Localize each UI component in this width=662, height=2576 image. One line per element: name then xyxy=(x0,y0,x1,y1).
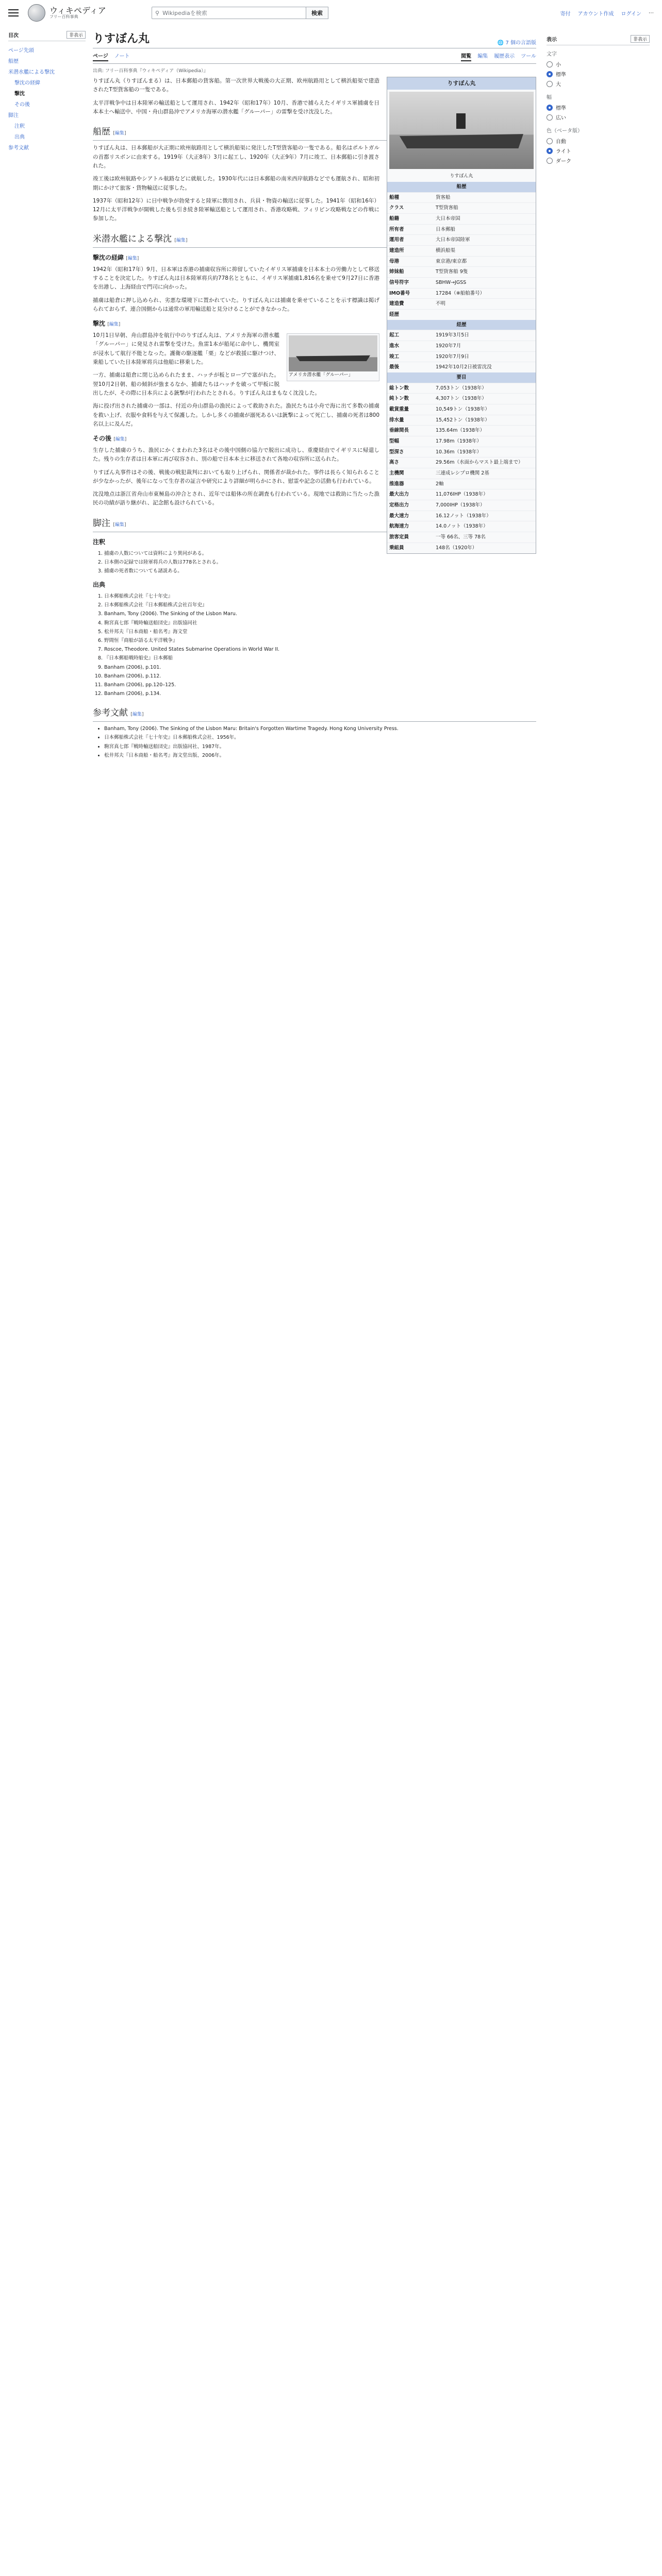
sources-subheading: 出典 xyxy=(93,581,106,589)
toc-item-label: 注釈 xyxy=(14,124,25,129)
infobox-row xyxy=(387,288,536,299)
appearance-title: 表示 xyxy=(547,37,557,43)
infobox-key: 所有者 xyxy=(389,226,404,232)
infobox-value: 135.64m（1938年） xyxy=(436,428,485,434)
infobox-row xyxy=(387,404,536,415)
source-item: 8. 『日本郵船戦時船史』日本郵船 xyxy=(104,654,536,662)
infobox-value: 1919年3月5日 xyxy=(436,332,469,338)
section-paragraph: 海に投げ出された捕虜の一部は、付近の舟山群島の漁民によって救助された。漁民たちは小舟で海に出て多数の捕虜を救い上げ、衣服や食料を与えて保護した。しかし多くの捕虜が溺死あるいは銃撃によって死亡し、捕虜の死者は800名以上に及んだ。 xyxy=(93,403,379,427)
infobox-value: 15,452トン（1938年） xyxy=(436,417,490,423)
infobox-row xyxy=(387,457,536,468)
section-paragraph: 1942年（昭和17年）9月、日本軍は香港の捕虜収容所に抑留していたイギリス軍捕虜を日本本土の労働力として移送することを決定した。りすぼん丸は日本陸軍将兵約778名とともに、イギリス軍捕虜1,816名を乗せて9月27日に香港を出港し、上海経由で門司に向かった。 xyxy=(93,266,379,291)
infobox-row xyxy=(387,393,536,404)
radio-option[interactable] xyxy=(547,146,650,156)
search-button[interactable]: 検索 xyxy=(306,7,328,19)
infobox-value: T型貨客船 9隻 xyxy=(436,269,468,275)
bibliography-item: • Banham, Tony (2006). The Sinking of the Lisbon Maru: Britain's Forgotten Wartime Tragedy. Hong Kong University Press. xyxy=(104,725,536,733)
infobox-row xyxy=(387,543,536,553)
infobox-value: 横浜船渠 xyxy=(436,248,456,254)
page-source-note: 出典: フリー百科事典『ウィキペディア（Wikipedia）』 xyxy=(93,69,208,74)
edit-section: [編集] xyxy=(113,131,126,137)
infobox-key: 船種 xyxy=(389,194,400,200)
infobox-row xyxy=(387,351,536,362)
section-title: 撃沈の経緯 xyxy=(93,253,124,261)
tab-page[interactable]: ページ xyxy=(93,52,108,61)
infobox-value: 東京港/東京都 xyxy=(436,258,467,264)
infobox-value: 1920年7月9日 xyxy=(436,353,469,360)
radio-option[interactable] xyxy=(547,112,650,122)
radio-label: 小 xyxy=(556,62,561,68)
bibliography-item: • 松井邦夫『日本商船・船名考』海文堂出版、2006年。 xyxy=(104,752,536,759)
appearance-hide-button[interactable]: 非表示 xyxy=(631,35,650,43)
toc-item[interactable] xyxy=(8,142,86,152)
infobox-value: T型貨客船 xyxy=(436,205,458,211)
infobox-key: 純トン数 xyxy=(389,396,409,402)
infobox-key: 進水 xyxy=(389,343,400,349)
edit-section: [編集] xyxy=(174,238,188,243)
infobox-key: 建造所 xyxy=(389,248,404,254)
edit-link[interactable]: 編集 xyxy=(109,322,119,328)
bibliography-list xyxy=(93,725,536,759)
toc-item[interactable] xyxy=(8,77,86,88)
notes-subheading: 注釈 xyxy=(93,538,106,546)
infobox-row xyxy=(387,532,536,543)
ship-photo[interactable] xyxy=(389,92,534,169)
site-logo[interactable] xyxy=(28,4,121,22)
infobox-key: 最後 xyxy=(389,364,400,370)
source-item: 5. 松井邦夫『日本商船・船名考』海文堂 xyxy=(104,628,536,636)
infobox-row xyxy=(387,447,536,457)
color-label: 色（ベータ版） xyxy=(547,128,583,134)
radio-option[interactable] xyxy=(547,156,650,165)
radio-option[interactable] xyxy=(547,136,650,146)
infobox-row xyxy=(387,234,536,245)
note-item: 3. 捕虜の死者数についても諸説ある。 xyxy=(104,567,536,575)
infobox-row xyxy=(387,479,536,489)
bibliography-item: • 駒宮真七郎『戦時輸送船団史』出版協同社、1987年。 xyxy=(104,743,536,751)
notes-heading: 脚注 [編集] xyxy=(93,516,536,532)
section-title: 撃沈 xyxy=(93,320,106,328)
infobox-key: 旅客定員 xyxy=(389,534,409,540)
radio-button[interactable] xyxy=(547,71,553,77)
bibliography-item: • 日本郵船株式会社『七十年史』日本郵船株式会社、1956年。 xyxy=(104,734,536,741)
radio-option[interactable] xyxy=(547,103,650,112)
article-body xyxy=(93,77,536,759)
site-subtitle: フリー百科事典 xyxy=(49,14,78,20)
toc-item[interactable] xyxy=(8,66,86,77)
intro-paragraph: 太平洋戦争中は日本陸軍の輸送船として運用され、1942年（昭和17年）10月、香港で捕らえたイギリス軍捕虜を日本本土へ輸送中、中国・舟山群島沖でアメリカ海軍の潜水艦「グルーパー」の雷撃を受け沈没した。 xyxy=(93,99,379,115)
radio-label: 自動 xyxy=(556,139,566,145)
language-count: 7 個の言語版 xyxy=(505,40,536,46)
edit-link[interactable]: 編集 xyxy=(132,712,142,718)
appearance-panel xyxy=(547,31,650,165)
infobox-key: 高さ xyxy=(389,460,400,466)
section-paragraph: 一方、捕虜は船倉に閉じ込められたまま、ハッチが板とロープで塞がれた。翌10月2日朝、船の傾斜が強まるなか、捕虜たちはハッチを破って甲板に脱出したが、その際に日本兵による銃撃が行われたとされる。りすぼん丸はまもなく沈没した。 xyxy=(93,372,320,396)
infobox-value: 7,053トン（1938年） xyxy=(436,385,487,391)
infobox-row xyxy=(387,489,536,500)
infobox-key: 総トン数 xyxy=(389,385,409,391)
infobox-row xyxy=(387,309,536,320)
language-button[interactable] xyxy=(498,38,536,46)
source-item: 7. Roscoe, Theodore. United States Submarine Operations in World War II. xyxy=(104,646,536,653)
infobox-value: 4,307トン（1938年） xyxy=(436,396,487,402)
bibliography-heading: 参考文献 [編集] xyxy=(93,706,536,722)
radio-button[interactable] xyxy=(547,81,553,87)
tab-talk[interactable]: ノート xyxy=(114,54,130,59)
note-item: 2. 日本側の記録では陸軍将兵の人数は778名とされる。 xyxy=(104,558,536,566)
radio-button[interactable] xyxy=(547,148,553,154)
site-title: ウィキペディア xyxy=(49,5,106,15)
page-tabs xyxy=(93,48,536,64)
infobox-value: 14.0ノット（1938年） xyxy=(436,523,488,530)
section-title: その後 xyxy=(93,435,112,443)
toc-list xyxy=(8,44,86,152)
infobox-value: 2軸 xyxy=(436,481,444,487)
infobox-value: 日本郵船 xyxy=(436,226,456,232)
toc-item-label: その後 xyxy=(14,102,30,108)
section-paragraph: 沈没地点は浙江省舟山市東極島の沖合とされ、近年では船体の所在調査も行われている。現地では救助に当たった漁民の功績が語り継がれ、記念館も設けられている。 xyxy=(93,491,379,506)
infobox-value: 不明 xyxy=(436,301,446,307)
tab-tools[interactable]: ツール xyxy=(521,54,536,59)
infobox-value: 10,549トン（1938年） xyxy=(436,406,490,413)
infobox-row xyxy=(387,192,536,203)
infobox-key: 運用者 xyxy=(389,237,404,243)
infobox-row xyxy=(387,468,536,479)
toc-item-label: 脚注 xyxy=(8,113,19,118)
infobox-row xyxy=(387,425,536,436)
infobox-value: 17.98m（1938年） xyxy=(436,438,482,445)
radio-label: 標準 xyxy=(556,106,566,111)
infobox-value: 16.12ノット（1938年） xyxy=(436,513,491,519)
section-paragraph: りすぼん丸事件はその後、戦後の戦犯裁判においても取り上げられ、関係者が裁かれた。事件は長らく知られることが少なかったが、後年になって生存者の証言や研究により詳細が明らかにされ、慰霊や記念の活動も行われている。 xyxy=(93,469,379,484)
infobox-value: 1920年7月 xyxy=(436,343,461,349)
infobox-row xyxy=(387,436,536,447)
toc-item-label: 撃沈 xyxy=(14,91,25,97)
main-menu-icon[interactable] xyxy=(8,9,19,16)
infobox-key: 載貨重量 xyxy=(389,406,409,413)
infobox-row xyxy=(387,266,536,277)
toc-item-label: 船歴 xyxy=(8,59,19,64)
source-item: 1. 日本郵船株式会社『七十年史』 xyxy=(104,592,536,600)
infobox xyxy=(387,77,536,554)
infobox-row xyxy=(387,500,536,511)
toc-item[interactable] xyxy=(8,131,86,142)
edit-section: [編集] xyxy=(113,437,127,443)
user-links xyxy=(560,9,654,17)
edit-link[interactable]: 編集 xyxy=(114,131,124,137)
edit-section: [編集] xyxy=(107,322,121,328)
toc-item[interactable] xyxy=(8,98,86,109)
infobox-key: 乗組員 xyxy=(389,545,404,551)
main-content xyxy=(93,26,536,760)
infobox-row xyxy=(387,277,536,288)
radio-option[interactable] xyxy=(547,69,650,79)
radio-label: ライト xyxy=(556,149,571,155)
infobox-key: 定格出力 xyxy=(389,502,409,509)
infobox-key: 姉妹船 xyxy=(389,269,404,275)
infobox-section-dates: 経歴 xyxy=(387,320,536,330)
toc-item-label: 参考文献 xyxy=(8,145,29,151)
infobox-key: 型幅 xyxy=(389,438,400,445)
infobox-key: 最大速力 xyxy=(389,513,409,519)
source-item: 10. Banham (2006), p.112. xyxy=(104,672,536,680)
radio-label: 標準 xyxy=(556,72,566,78)
search-icon: ⚲ xyxy=(155,9,160,16)
infobox-row xyxy=(387,511,536,521)
infobox-row xyxy=(387,383,536,394)
submarine-thumbnail[interactable] xyxy=(287,333,379,381)
section-paragraph: りすぼん丸は、日本郵船が大正期に欧州航路用として横浜船渠に発注したT型貨客船の一隻である。船名はポルトガルの首都リスボンに由来する。1919年（大正8年）3月に起工し、1920年（大正9年）7月に竣工、日本郵船に引き渡された。 xyxy=(93,145,379,169)
infobox-value: 10.36m（1938年） xyxy=(436,449,482,455)
edit-link[interactable]: 編集 xyxy=(176,238,186,243)
infobox-row xyxy=(387,330,536,341)
radio-label: 大 xyxy=(556,82,561,88)
infobox-row xyxy=(387,256,536,267)
infobox-key: 竣工 xyxy=(389,353,400,360)
toc-item[interactable] xyxy=(8,44,86,55)
infobox-value: 三連成レシプロ機関 2基 xyxy=(436,470,489,477)
infobox-key: 船籍 xyxy=(389,216,400,222)
infobox-row xyxy=(387,298,536,309)
infobox-key: 航海速力 xyxy=(389,523,409,530)
infobox-key: クラス xyxy=(389,205,404,211)
login-link[interactable]: ログイン xyxy=(621,11,641,17)
radio-button[interactable] xyxy=(547,105,553,111)
intro-paragraph: りすぼん丸（りすぼんまる）は、日本郵船の貨客船。第一次世界大戦後の大正期、欧州航路用として横浜船渠で建造されたT型貨客船の一隻である。 xyxy=(93,78,379,93)
edit-section: [編集] xyxy=(126,256,139,261)
more-options-icon[interactable]: ⋯ xyxy=(649,10,654,16)
section-paragraph: 捕虜は船倉に押し込められ、劣悪な環境下に置かれていた。りすぼん丸には捕虜を乗せていることを示す標識は掲げられておらず、連合国側からは通常の軍用輸送船と見分けることができなかった。 xyxy=(93,297,379,312)
toc-title: 目次 xyxy=(8,33,19,39)
source-item: 11. Banham (2006), pp.120–125. xyxy=(104,681,536,689)
infobox-section-spec: 要目 xyxy=(387,372,536,383)
toc-item[interactable] xyxy=(8,109,86,120)
toc-item-label: 出典 xyxy=(14,134,25,140)
infobox-row xyxy=(387,341,536,351)
section-paragraph: 10月1日早朝、舟山群島沖を航行中のりすぼん丸は、アメリカ海軍の潜水艦「グルーパー」に発見され雷撃を受けた。魚雷1本が船尾に命中し、機関室が浸水して航行不能となった。護衛の駆逐艦「栗」などが救援に駆けつけ、乗船していた日本陸軍将兵は他船に移乗した。 xyxy=(93,332,279,365)
infobox-value: 29.56m（水面からマスト最上端まで） xyxy=(436,460,523,466)
infobox-row xyxy=(387,213,536,224)
toc-item-label: ページ先頭 xyxy=(8,48,34,54)
infobox-caption: りすぼん丸 xyxy=(450,174,473,179)
infobox-value: 7,000IHP（1938年） xyxy=(436,502,485,509)
infobox-value: 148名（1920年） xyxy=(436,545,477,551)
toc-item[interactable] xyxy=(8,120,86,131)
infobox-key: 最大出力 xyxy=(389,492,409,498)
infobox-section-history: 船歴 xyxy=(387,182,536,192)
infobox-value: 1942年10月2日被雷沈没 xyxy=(436,364,492,370)
infobox-key: 主機関 xyxy=(389,470,404,477)
infobox-row xyxy=(387,415,536,426)
toc-hide-button[interactable]: 非表示 xyxy=(67,31,86,39)
radio-button[interactable] xyxy=(547,114,553,121)
source-item: 12. Banham (2006), p.134. xyxy=(104,690,536,698)
tab-history[interactable]: 履歴表示 xyxy=(494,54,515,59)
infobox-key: IMO番号 xyxy=(389,290,410,296)
source-item: 6. 野間恒『商船が語る太平洋戦争』 xyxy=(104,637,536,645)
section-title: 船歴 xyxy=(93,127,110,138)
infobox-title: りすぼん丸 xyxy=(387,77,536,90)
infobox-value: 貨客船 xyxy=(436,194,451,200)
section-paragraph: 生存した捕虜のうち、漁民にかくまわれた3名はその後中国側の協力で脱出に成功し、重慶経由でイギリスに帰還した。残りの生存者は日本軍に再び収容され、別の船で日本本土に移送されて各地の収容所に送られた。 xyxy=(93,447,379,463)
toc-item[interactable] xyxy=(8,55,86,66)
source-item: 2. 日本郵船株式会社『日本郵船株式会社百年史』 xyxy=(104,601,536,609)
search-placeholder: Wikipediaを検索 xyxy=(162,10,207,16)
infobox-row xyxy=(387,362,536,372)
submarine-photo xyxy=(289,335,377,371)
infobox-key: 母港 xyxy=(389,258,400,264)
infobox-value: SBHW→JGSS xyxy=(436,280,467,286)
tab-edit[interactable]: 編集 xyxy=(477,54,488,59)
infobox-value: 大日本帝国 xyxy=(436,216,460,222)
radio-button[interactable] xyxy=(547,158,553,164)
infobox-key: 排水量 xyxy=(389,417,404,423)
infobox-row xyxy=(387,224,536,235)
sources-list xyxy=(93,592,536,698)
infobox-value xyxy=(434,310,536,320)
edit-link[interactable]: 編集 xyxy=(114,522,124,528)
thumbnail-caption: アメリカ潜水艦「グルーパー」 xyxy=(289,372,353,378)
section-paragraph: 竣工後は欧州航路やシアトル航路などに就航した。1930年代には日本郵船の南米西岸航路などでも運航され、昭和初期にかけて旅客・貨物輸送に従事した。 xyxy=(93,176,379,191)
edit-link[interactable]: 編集 xyxy=(115,437,125,443)
search-input[interactable] xyxy=(152,7,306,19)
section-paragraph: 1937年（昭和12年）に日中戦争が勃発すると陸軍に徴用され、兵員・物資の輸送に従事した。1941年（昭和16年）12月に太平洋戦争が開戦した後も引き続き陸軍輸送船として運用され、香港攻略戦、フィリピン攻略戦などの作戦に参加した。 xyxy=(93,197,379,222)
infobox-value: 大日本帝国陸軍 xyxy=(436,237,470,243)
infobox-value: 11,076IHP（1938年） xyxy=(436,492,488,498)
toc-sidebar xyxy=(8,31,86,152)
infobox-key: 経歴 xyxy=(389,312,400,318)
donate-link[interactable]: 寄付 xyxy=(560,11,571,17)
infobox-row xyxy=(387,521,536,532)
radio-label: ダーク xyxy=(556,159,571,164)
infobox-key: 建造費 xyxy=(389,301,404,307)
note-item: 1. 捕虜の人数については資料により異同がある。 xyxy=(104,550,536,557)
infobox-value: 一等 66名、三等 78名 xyxy=(436,534,486,540)
source-item: 4. 駒宮真七郎『戦時輸送船団史』出版協同社 xyxy=(104,619,536,627)
wikipedia-globe-icon xyxy=(28,4,45,22)
tab-read[interactable]: 閲覧 xyxy=(461,52,471,61)
radio-label: 広い xyxy=(556,115,566,121)
toc-item-label: 撃沈の経緯 xyxy=(14,80,40,86)
infobox-key: 型深さ xyxy=(389,449,404,455)
radio-button[interactable] xyxy=(547,61,553,67)
infobox-key: 推進器 xyxy=(389,481,404,487)
width-label: 幅 xyxy=(547,95,552,100)
radio-button[interactable] xyxy=(547,138,553,144)
source-item: 3. Banham, Tony (2006). The Sinking of the Lisbon Maru. xyxy=(104,610,536,618)
infobox-key: 垂線間長 xyxy=(389,428,409,434)
source-item: 9. Banham (2006), p.101. xyxy=(104,664,536,671)
text-size-label: 文字 xyxy=(547,52,557,57)
infobox-row xyxy=(387,202,536,213)
infobox-key: 信号符字 xyxy=(389,280,409,286)
radio-option[interactable] xyxy=(547,79,650,89)
radio-option[interactable] xyxy=(547,59,650,69)
infobox-key: 起工 xyxy=(389,332,400,338)
edit-link[interactable]: 編集 xyxy=(127,256,137,261)
translate-icon: 🌐 xyxy=(497,40,504,46)
create-account-link[interactable]: アカウント作成 xyxy=(577,11,614,17)
toc-item[interactable] xyxy=(8,88,86,98)
section-title: 米潜水艦による撃沈 xyxy=(93,233,172,244)
infobox-value: 17284（※船舶番号） xyxy=(436,290,485,296)
infobox-row xyxy=(387,245,536,256)
search-form xyxy=(152,7,328,19)
toc-item-label: 米潜水艦による撃沈 xyxy=(8,70,55,75)
page-title: りすぼん丸 xyxy=(93,32,150,45)
site-header xyxy=(0,0,662,26)
